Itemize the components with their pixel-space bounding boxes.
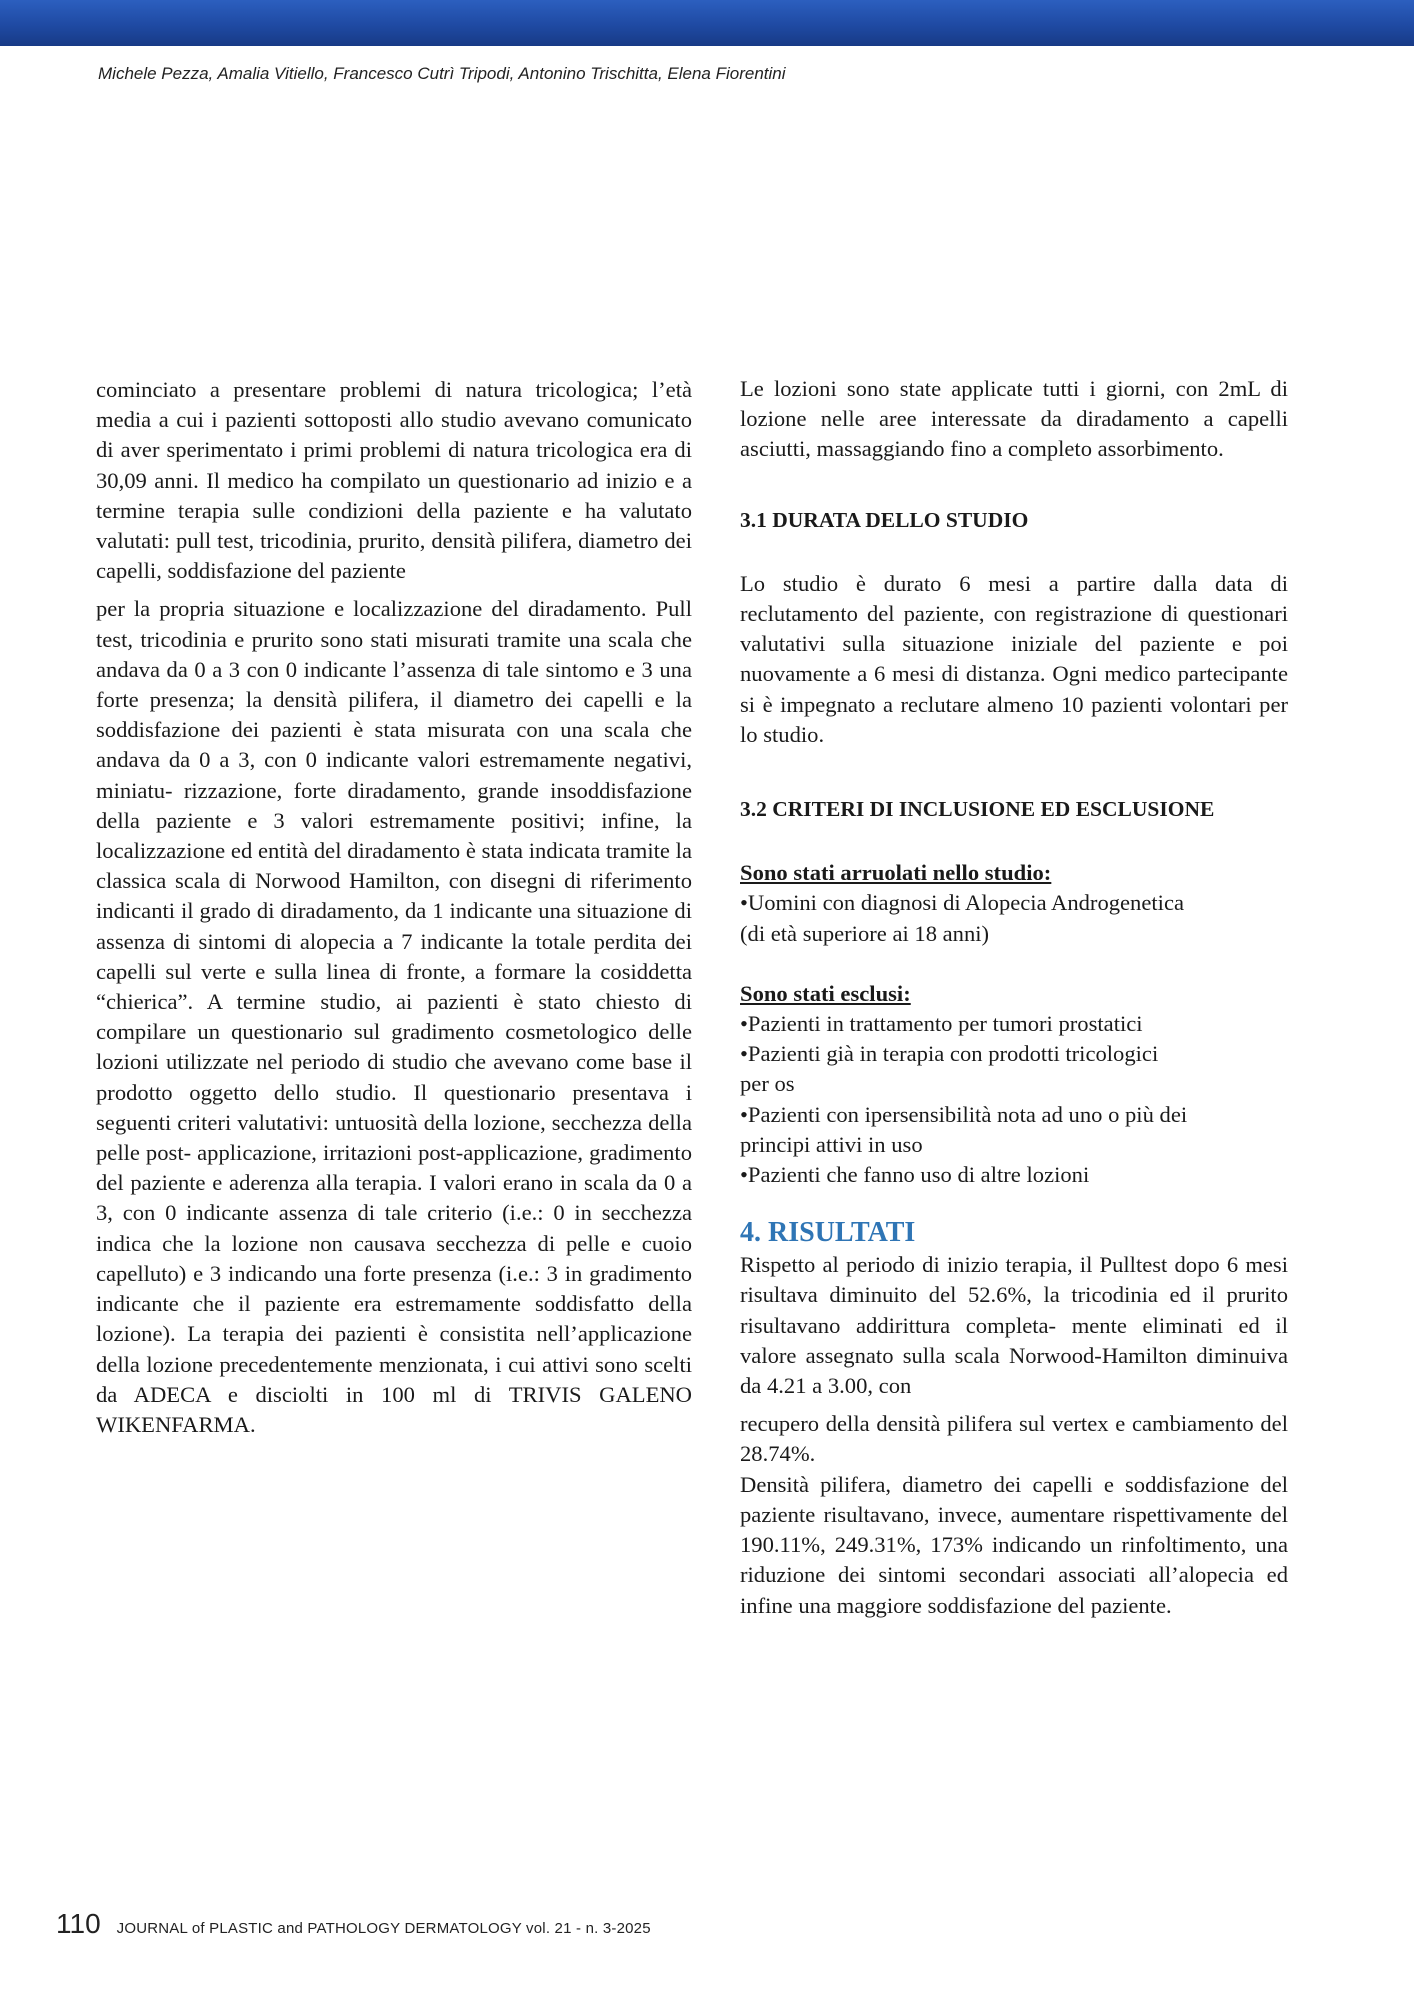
list-item: •Pazienti che fanno uso di altre lozioni [740,1162,1090,1188]
paragraph: cominciato a presentare problemi di natura tricologica; l’età media a cui i pazienti sottoposti allo studio avevano comunicato di aver sperimentato i primi problemi di natura tricologica era di 30,09 anni. Il medico ha compilato un questionario ad inizio e a termine terapia sulle condizioni della paziente e ha valutato valutati: pull test, tricodinia, prurito, densità pilifera, diametro dei capelli, soddisfazione del paziente [96,377,692,584]
list-item: (di età superiore ai 18 anni) [740,920,990,946]
header-bar [0,0,1414,46]
paragraph: Densità pilifera, diametro dei capelli e soddisfazione del paziente risultavano, invece, aumentare rispettivamente del 190.11%, 249.31%, 173% indicando un rinfoltimento, una riduzione dei sintomi secondari associati all’alopecia ed infine una maggiore soddisfazione del paziente. [740,1471,1288,1618]
list-item: •Pazienti con ipersensibilità nota ad uno o più dei [740,1101,1188,1127]
list-item: •Uomini con diagnosi di Alopecia Androgenetica [740,890,1184,916]
right-column [740,374,1288,1621]
list-item: per os [740,1071,795,1097]
exclusion-heading: Sono stati esclusi: [740,980,911,1006]
paragraph: Rispetto al periodo di inizio terapia, il Pulltest dopo 6 mesi risultava diminuito del 52.6%, la tricodinia ed il prurito risultavano addirittura completa- mente eliminati ed il valore assegnato sulla scala Norwood-Hamilton diminuiva da 4.21 a 3.00, con [740,1252,1288,1399]
section-heading-3-2: 3.2 CRITERI DI INCLUSIONE ED ESCLUSIONE [740,797,1215,822]
paragraph: recupero della densità pilifera sul vertex e cambiamento del 28.74%. [740,1411,1288,1467]
journal-name: JOURNAL of PLASTIC and PATHOLOGY DERMATOLOGY vol. 21 - n. 3-2025 [116,1920,651,1937]
section-heading-3-1: 3.1 DURATA DELLO STUDIO [740,507,1029,532]
paragraph: Lo studio è durato 6 mesi a partire dalla data di reclutamento del paziente, con registrazione di questionari valutativi sulla situazione iniziale del paziente e poi nuovamente a 6 mesi di distanza. Ogni medico partecipante si è impegnato a reclutare almeno 10 pazienti volontari per lo studio. [740,570,1288,747]
authors-line: Michele Pezza, Amalia Vitiello, Francesco Cutrì Tripodi, Antonino Trischitta, Elena Fiorentini [98,64,786,83]
left-column [96,375,692,1440]
page-number: 110 [56,1908,101,1939]
list-item: •Pazienti già in terapia con prodotti tricologici [740,1041,1159,1067]
section-heading-4: 4. RISULTATI [740,1217,916,1249]
list-item: principi attivi in uso [740,1131,923,1157]
page-footer [56,1908,651,1944]
paragraph: Le lozioni sono state applicate tutti i giorni, con 2mL di lozione nelle aree interessate da diradamento a capelli asciutti, massaggiando fino a completo assorbimento. [740,376,1288,462]
list-item: •Pazienti in trattamento per tumori prostatici [740,1011,1143,1037]
paragraph: per la propria situazione e localizzazione del diradamento. Pull test, tricodinia e prurito sono stati misurati tramite una scala che andava da 0 a 3 con 0 indicante l’assenza di tale sintomo e 3 una forte presenza; la densità pilifera, il diametro dei capelli e la soddisfazione dei pazienti è stata misurata con una scala che andava da 0 a 3, con 0 indicante valori estremamente negativi, miniatu- rizzazione, forte diradamento, grande insoddisfazione della paziente e 3 valori estremamente positivi; infine, la localizzazione ed entità del diradamento è stata indicata tramite la classica scala di Norwood Hamilton, con disegni di riferimento indicanti il grado di diradamento, da 1 indicante una situazione di assenza di sintomi di alopecia a 7 indicante la totale perdita dei capelli sul verte e sulla linea di fronte, a formare la cosiddetta “chierica”. A termine studio, ai pazienti è stato chiesto di compilare un questionario sul gradimento cosmetologico delle lozioni utilizzate nel periodo di studio che avevano come base il prodotto oggetto dello studio. Il questionario presentava i seguenti criteri valutativi: untuosità della lozione, secchezza della pelle post- applicazione, irritazioni post-applicazione, gradimento del paziente e aderenza alla terapia. I valori erano in scala da 0 a 3, con 0 indicante assenza di tale criterio (i.e.: 0 in secchezza indica che la lozione non causava secchezza di pelle e cuoio capelluto) e 3 indicando una forte presenza (i.e.: 3 in gradimento indicante che il paziente era estremamente soddisfatto della lozione). La terapia dei pazienti è consistita nell’applicazione della lozione precedentemente menzionata, i cui attivi sono scelti da ADECA e disciolti in 100 ml di TRIVIS GALENO WIKENFARMA. [96,596,692,1437]
inclusion-heading: Sono stati arruolati nello studio: [740,860,1052,886]
